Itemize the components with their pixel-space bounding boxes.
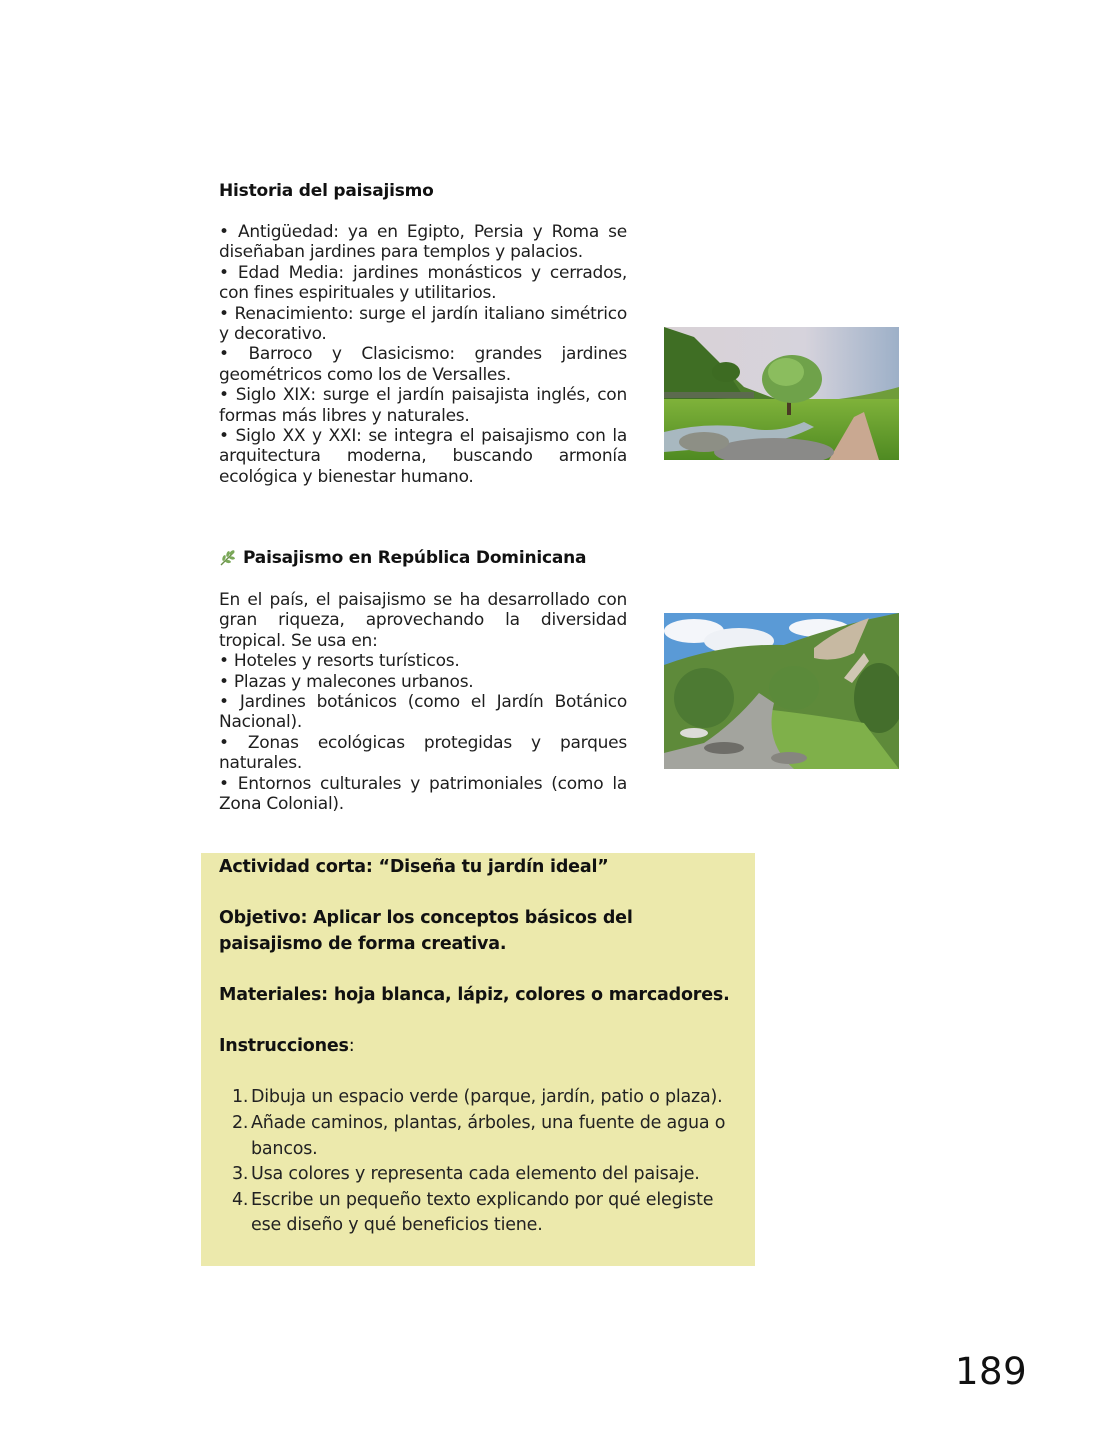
section-title-history: Historia del paisajismo [219, 181, 434, 201]
history-item-19th-century: • Siglo XIX: surge el jardín paisajista inglés, con formas más libres y naturales. [219, 385, 627, 426]
dominican-item-cultural: • Entornos culturales y patrimoniales (como la Zona Colonial). [219, 773, 627, 815]
section-title-text: Paisajismo en República Dominicana [243, 548, 587, 568]
instruction-step [219, 1162, 737, 1188]
page-number: 189 [955, 1350, 1028, 1393]
dominican-list [219, 590, 627, 814]
history-item-renaissance: • Renacimiento: surge el jardín italiano simétrico y decorativo. [219, 303, 627, 345]
landscape-photo-rocky-stream [664, 613, 899, 769]
instructions-list [219, 1085, 737, 1239]
dominican-item-ecological: • Zonas ecológicas protegidas y parques naturales. [219, 732, 627, 774]
activity-objective-line1: Objetivo: Aplicar los conceptos básicos del [219, 908, 633, 929]
step-text: Añade caminos, plantas, árboles, una fuente de agua o bancos. [251, 1112, 726, 1159]
history-item-baroque: • Barroco y Clasicismo: grandes jardines geométricos como los de Versalles. [219, 344, 627, 385]
step-text: Usa colores y representa cada elemento del paisaje. [251, 1164, 700, 1185]
instruction-step [219, 1188, 737, 1239]
instruction-step [219, 1111, 737, 1162]
history-item-middle-ages: • Edad Media: jardines monásticos y cerrados, con fines espirituales y utilitarios. [219, 262, 627, 304]
section-title-dominican-republic [219, 548, 586, 568]
activity-objective-line2: paisajismo de forma creativa. [219, 933, 507, 954]
step-number: 4. [232, 1189, 249, 1210]
step-number: 1. [232, 1087, 249, 1108]
dominican-item-hotels: • Hoteles y resorts turísticos. [219, 651, 460, 672]
herb-leaf-icon [219, 549, 237, 567]
history-list [219, 222, 627, 487]
activity-title: Actividad corta: “Diseña tu jardín ideal” [219, 857, 609, 877]
step-text: Escribe un pequeño texto explicando por qué elegiste ese diseño y qué beneficios tiene. [251, 1189, 714, 1236]
dominican-item-plazas: • Plazas y malecones urbanos. [219, 671, 474, 692]
landscape-photo-tree-valley [664, 327, 899, 460]
step-text: Dibuja un espacio verde (parque, jardín, patio o plaza). [251, 1087, 723, 1108]
instruction-step [219, 1085, 737, 1111]
activity-instructions-heading [219, 1034, 737, 1060]
instructions-colon: : [348, 1036, 355, 1057]
dominican-intro: En el país, el paisajismo se ha desarrollado con gran riqueza, aprovechando la diversidad tropical. Se usa en: [219, 590, 627, 651]
step-number: 2. [232, 1112, 249, 1133]
activity-box [201, 853, 755, 1266]
step-number: 3. [232, 1164, 249, 1185]
instructions-label: Instrucciones [219, 1036, 349, 1057]
dominican-item-botanical: • Jardines botánicos (como el Jardín Botánico Nacional). [219, 692, 627, 733]
activity-materials: Materiales: hoja blanca, lápiz, colores o marcadores. [219, 984, 730, 1005]
history-item-antiquity: • Antigüedad: ya en Egipto, Persia y Roma se diseñaban jardines para templos y palacios. [219, 222, 627, 263]
history-item-20th-21st-century: • Siglo XX y XXI: se integra el paisajismo con la arquitectura moderna, buscando armonía ecológica y bienestar humano. [219, 426, 627, 487]
